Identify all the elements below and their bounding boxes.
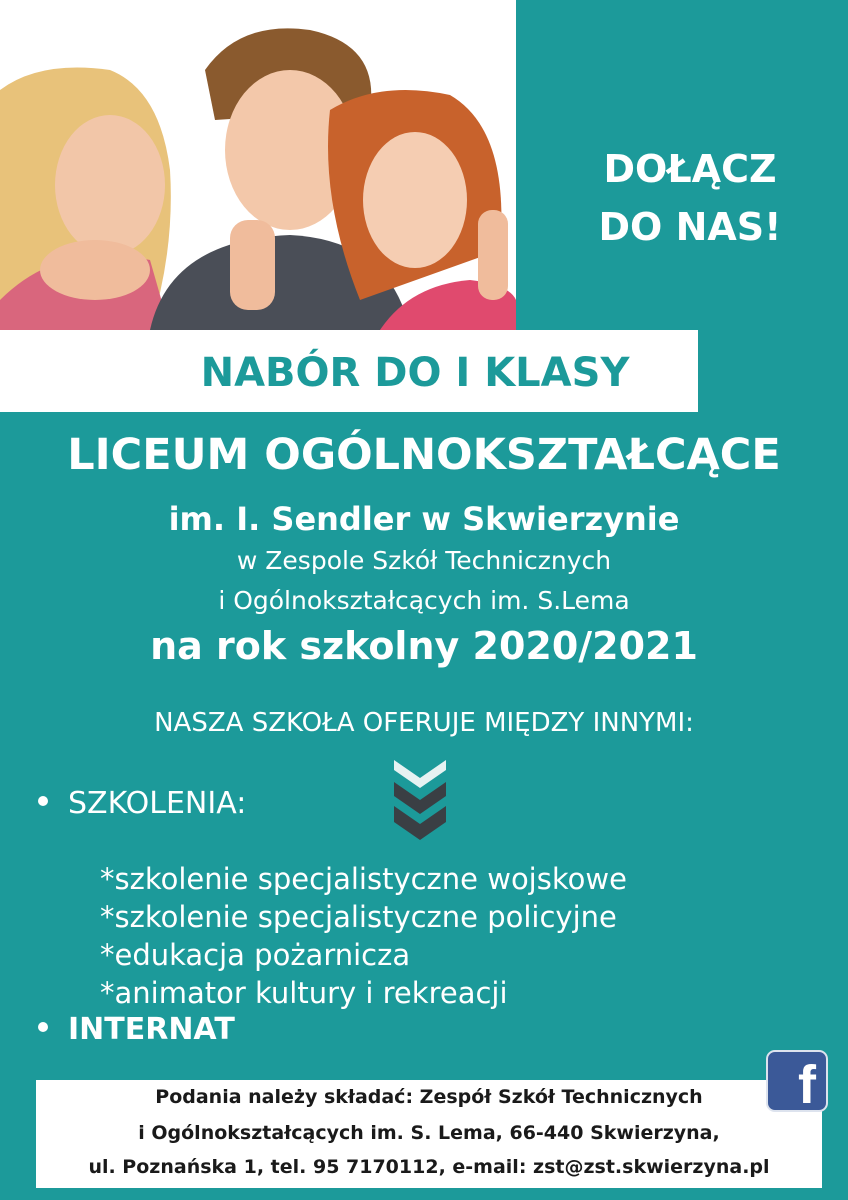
school-complex-line-1: w Zespole Szkół Technicznych: [236, 546, 612, 575]
students-photo: [0, 0, 516, 330]
join-line-1: DOŁĄCZ: [603, 147, 777, 191]
training-item: *szkolenie specjalistyczne wojskowe: [100, 862, 627, 896]
offer-bullet-trainings: SZKOLENIA:: [38, 786, 246, 821]
training-item: *edukacja pożarnicza: [100, 938, 411, 972]
footer-line-3: ul. Poznańska 1, tel. 95 7170112, e-mail: zst@zst.skwierzyna.pl: [88, 1156, 770, 1178]
join-line-2: DO NAS!: [598, 205, 782, 249]
school-name: LICEUM OGÓLNOKSZTAŁCĄCE: [67, 430, 781, 480]
school-complex-line-2: i Ogólnokształcących im. S.Lema: [218, 586, 630, 615]
footer-line-1: Podania należy składać: Zespół Szkół Technicznych: [155, 1086, 703, 1108]
offer-heading: NASZA SZKOŁA OFERUJE MIĘDZY INNYMI:: [154, 708, 694, 738]
bullet-dot-icon: [38, 796, 48, 806]
contact-footer: [36, 1080, 822, 1188]
training-item: *animator kultury i rekreacji: [100, 976, 508, 1010]
school-year: na rok szkolny 2020/2021: [150, 624, 698, 668]
footer-line-2: i Ogólnokształcących im. S. Lema, 66-440 Skwierzyna,: [138, 1122, 720, 1144]
facebook-icon[interactable]: f: [766, 1050, 828, 1112]
offer-bullet-dormitory: INTERNAT: [38, 1012, 235, 1047]
training-item: *szkolenie specjalistyczne policyjne: [100, 900, 617, 934]
bullet-dot-icon: [38, 1022, 48, 1032]
chevron-down-icon: [394, 760, 446, 844]
school-patron: im. I. Sendler w Skwierzynie: [168, 500, 680, 538]
join-us-text: [560, 140, 820, 256]
recruitment-title: NABÓR DO I KLASY: [200, 350, 630, 396]
